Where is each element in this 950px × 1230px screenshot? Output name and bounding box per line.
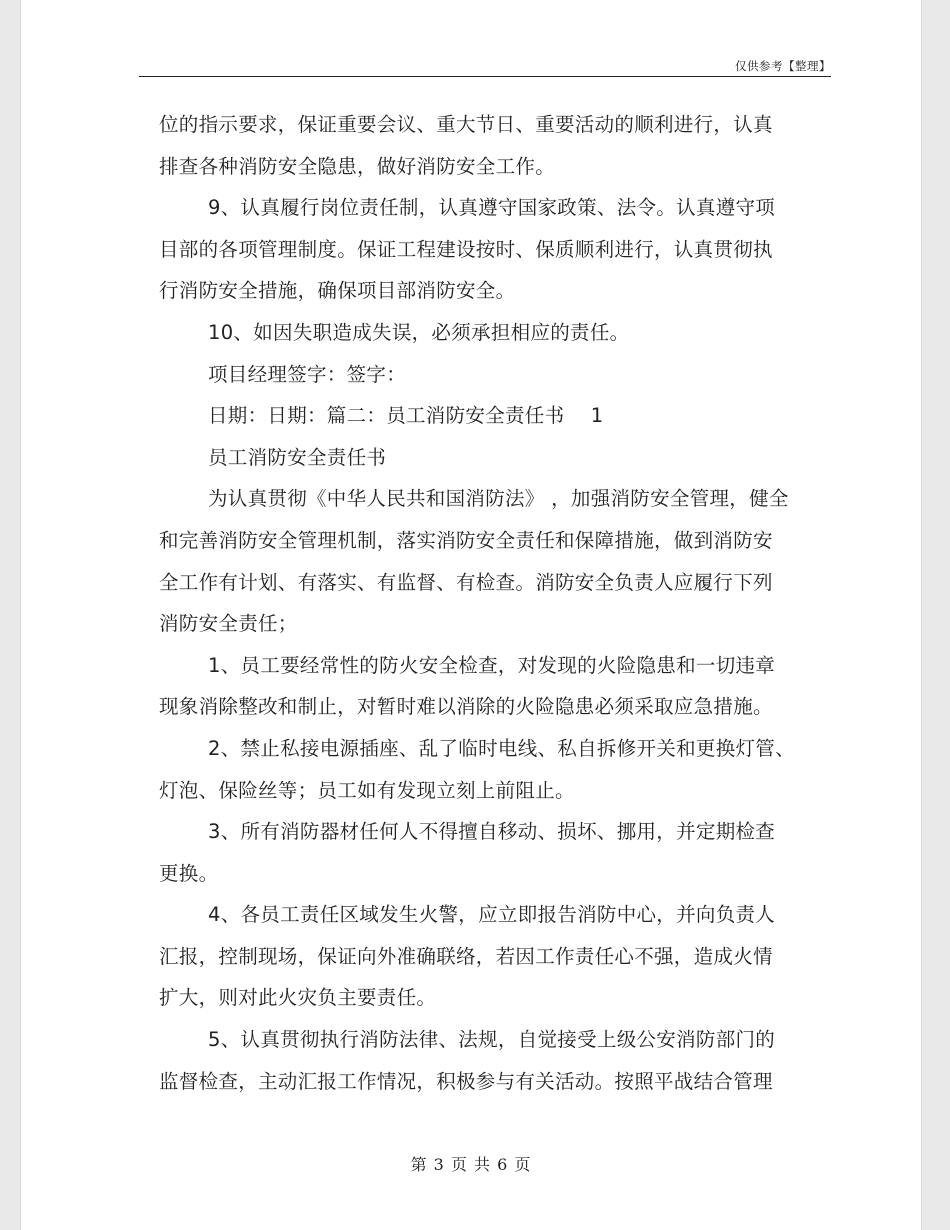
text-line: 4、各员工责任区域发生火警，应立即报告消防中心，并向负责人 — [208, 903, 776, 927]
text-line: 项目经理签字：签字： — [208, 362, 407, 386]
document-page — [20, 0, 922, 1230]
text-line: 5、认真贯彻执行消防法律、法规，自觉接受上级公安消防部门的 — [208, 1028, 776, 1052]
text-line: 位的指示要求，保证重要会议、重大节日、重要活动的顺利进行，认真 — [159, 113, 773, 136]
page-footer — [21, 1152, 921, 1175]
text-line: 目部的各项管理制度。保证工程建设按时、保质顺利进行，认真贯彻执 — [159, 237, 773, 261]
text-line: 2、禁止私接电源插座、乱了临时电线、私自拆修开关和更换灯管、 — [208, 736, 795, 760]
text-line: 行消防安全措施，确保项目部消防安全。 — [159, 279, 516, 303]
page-header — [139, 52, 831, 77]
text-line: 灯泡、保险丝等；员工如有发现立刻上前阻止。 — [159, 778, 575, 802]
document-body — [159, 104, 819, 1102]
text-line: 现象消除整改和制止，对暂时难以消除的火险隐患必须采取应急措施。 — [159, 695, 773, 719]
text-line: 消防安全责任； — [159, 612, 298, 636]
text-line: 员工消防安全责任书 — [208, 445, 387, 469]
header-note: 仅供参考【整理】 — [735, 59, 831, 73]
text-line: 扩大，则对此火灾负主要责任。 — [159, 986, 437, 1010]
text-line: 为认真贯彻《中华人民共和国消防法》 ，加强消防安全管理，健全 — [208, 487, 789, 511]
text-line: 9、认真履行岗位责任制，认真遵守国家政策、法令。认真遵守项 — [208, 196, 776, 220]
text-line: 1、员工要经常性的防火安全检查，对发现的火险隐患和一切违章 — [208, 653, 776, 677]
page-number: 第 3 页 共 6 页 — [410, 1155, 532, 1174]
text-line: 汇报，控制现场，保证向外准确联络，若因工作责任心不强，造成火情 — [159, 944, 773, 968]
text-line: 更换。 — [159, 861, 219, 885]
text-line: 监督检查，主动汇报工作情况，积极参与有关活动。按照平战结合管理 — [159, 1069, 773, 1093]
text-line: 3、所有消防器材任何人不得擅自移动、损坏、挪用，并定期检查 — [208, 820, 776, 844]
text-line: 全工作有计划、有落实、有监督、有检查。消防安全负责人应履行下列 — [159, 570, 773, 594]
text-line: 和完善消防安全管理机制，落实消防安全责任和保障措施，做到消防安 — [159, 528, 773, 552]
text-line: 日期：日期：篇二：员工消防安全责任书 1 — [208, 404, 604, 428]
text-line: 10、如因失职造成失误，必须承担相应的责任。 — [208, 320, 630, 344]
text-line: 排查各种消防安全隐患，做好消防安全工作。 — [159, 154, 556, 178]
